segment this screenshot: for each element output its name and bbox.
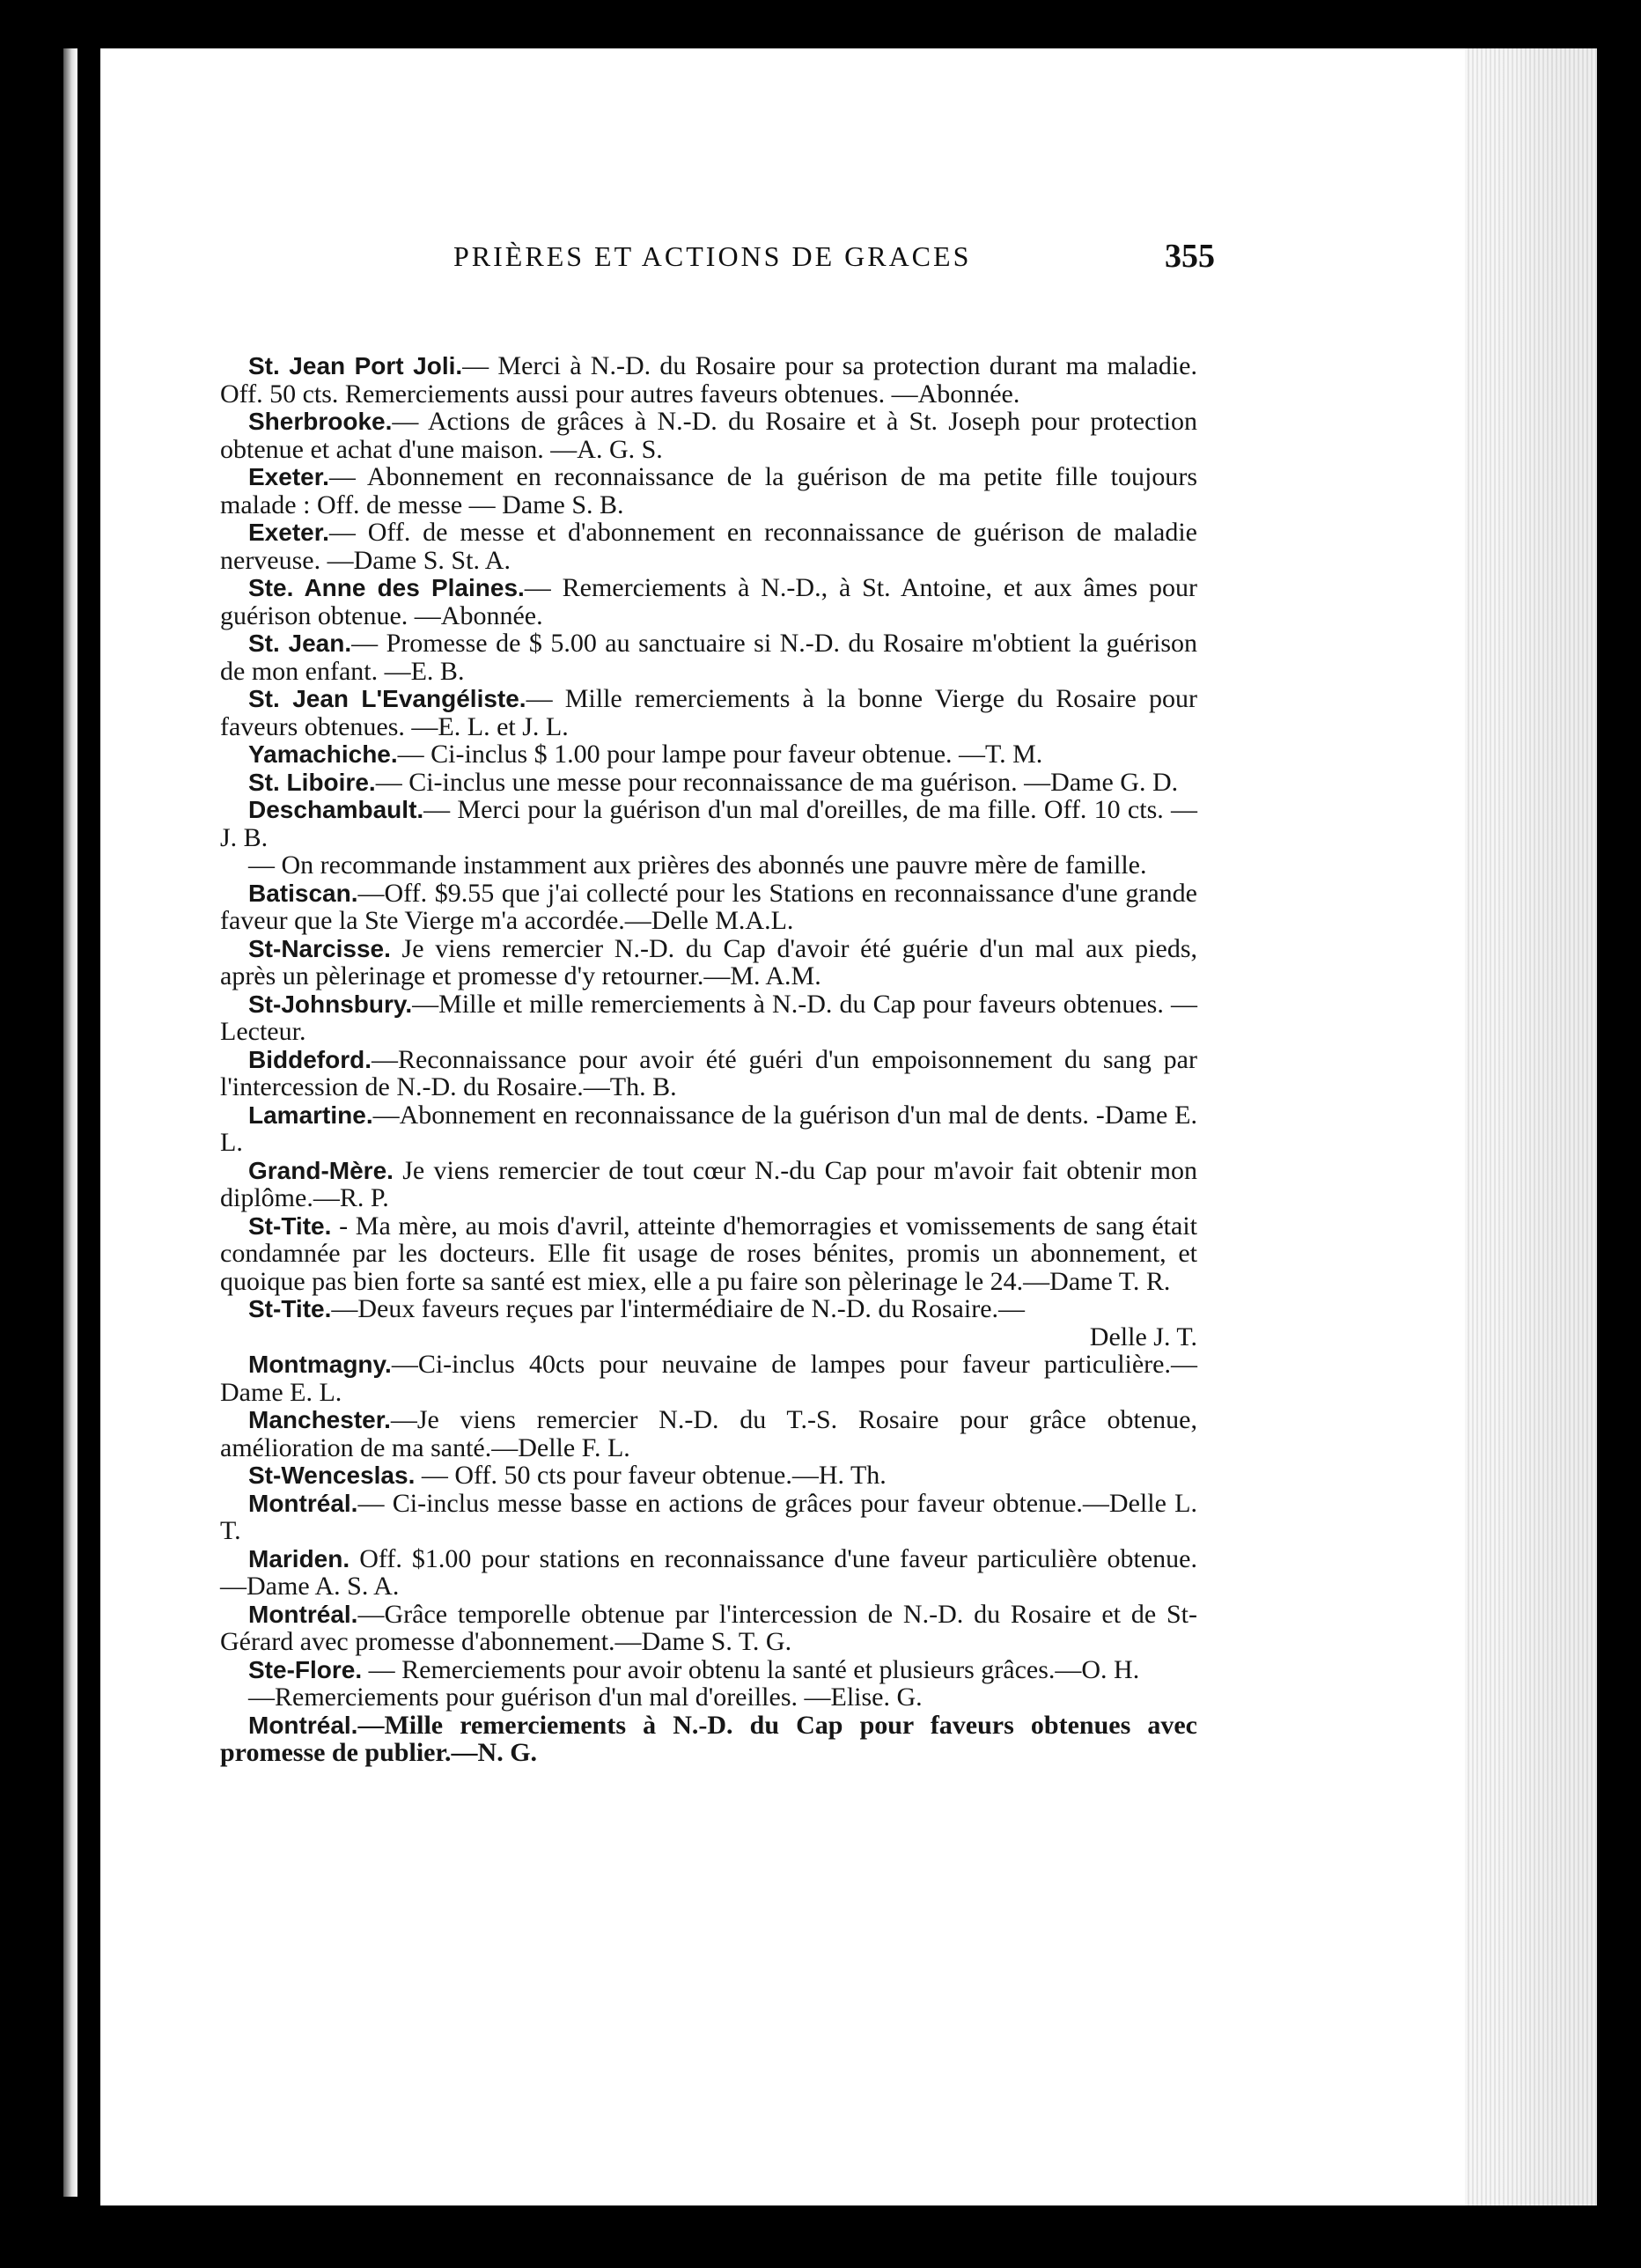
running-title: PRIÈRES ET ACTIONS DE GRACES xyxy=(453,240,972,272)
entry-place: Montmagny. xyxy=(248,1351,392,1378)
entry-text: — Remerciements à N.-D., à St. Antoine, et aux âmes pour guérison obtenue. —Abonnée. xyxy=(220,573,1197,630)
entry xyxy=(220,740,1197,769)
entry-text: Je viens remercier de tout cœur N.-du Cap pour m'avoir fait obtenir mon diplôme.—R. P. xyxy=(220,1155,1197,1212)
entry-text: —Remerciements pour guérison d'un mal d'oreilles. —Elise. G. xyxy=(248,1683,923,1712)
entry-text: — Merci à N.-D. du Rosaire pour sa protection durant ma maladie. Off. 50 cts. Remerciements aussi pour autres faveurs obtenues. —Abonnée. xyxy=(220,351,1197,409)
entry-place: Ste. Anne des Plaines. xyxy=(248,574,525,601)
entry xyxy=(220,1351,1197,1406)
entry xyxy=(220,990,1197,1046)
entry xyxy=(220,1157,1197,1212)
entry xyxy=(220,574,1197,630)
entry-place: St. Jean. xyxy=(248,630,352,657)
entry-text: —Deux faveurs reçues par l'intermédiaire de N.-D. du Rosaire.— xyxy=(331,1294,1026,1323)
entry-text: — Abonnement en reconnaissance de la guérison de ma petite fille toujours malade : Off. de messe — Dame S. B. xyxy=(220,462,1197,519)
entry-text: — Off. de messe et d'abonnement en reconnaissance de guérison de maladie nerveuse. —Dame S. St. A. xyxy=(220,518,1197,575)
entry-text: — Merci pour la guérison d'un mal d'oreilles, de ma fille. Off. 10 cts. —J. B. xyxy=(220,795,1197,852)
entry xyxy=(220,1406,1197,1462)
entry-text: — Ci-inclus une messe pour reconnaissance de ma guérison. —Dame G. D. xyxy=(375,767,1179,797)
page-number: 355 xyxy=(1165,238,1215,275)
entry xyxy=(220,1212,1197,1296)
entry-text: —Ci-inclus 40cts pour neuvaine de lampes pour faveur particulière.—Dame E. L. xyxy=(220,1350,1197,1407)
entry-place: Montréal. xyxy=(248,1711,358,1739)
entry-place: Batiscan. xyxy=(248,879,358,907)
page-header xyxy=(348,225,1215,277)
entry xyxy=(220,796,1197,851)
entry-place: Biddeford. xyxy=(248,1045,372,1073)
entry xyxy=(220,685,1197,740)
entry-text: — Mille remerciements à la bonne Vierge du Rosaire pour faveurs obtenues. —E. L. et J. L. xyxy=(220,684,1197,741)
entry-text: —Reconnaissance pour avoir été guéri d'un empoisonnement du sang par l'intercession de N.-D. du Rosaire.—Th. B. xyxy=(220,1044,1197,1101)
entry-place: St. Liboire. xyxy=(248,768,376,796)
entry-place: St-Tite. xyxy=(248,1295,332,1322)
entry-place: Mariden. xyxy=(248,1544,350,1572)
entry xyxy=(220,769,1197,797)
entry-text: - Ma mère, au mois d'avril, atteinte d'hemorragies et vomissements de sang était condamnée par les docteurs. Elle fit usage de roses bénites, promis un abonnement, et quoique pas bien forte sa santé est miex, elle a pu faire son pèlerinage le 24.—Dame T. R. xyxy=(220,1211,1197,1296)
entry xyxy=(220,880,1197,935)
entry-place: Sherbrooke. xyxy=(248,408,393,435)
entry xyxy=(220,1295,1197,1323)
entry-text: — On recommande instamment aux prières des abonnés une pauvre mère de famille. xyxy=(248,850,1147,880)
entry xyxy=(220,851,1197,880)
entry-place: St-Narcisse. xyxy=(248,934,391,962)
entry-text: —Abonnement en reconnaissance de la guérison d'un mal de dents. -Dame E. L. xyxy=(220,1100,1197,1157)
book-spine-shadow xyxy=(63,48,77,2197)
entry-text: —Off. $9.55 que j'ai collecté pour les Stations en reconnaissance d'une grande faveur que la Ste Vierge m'a accordée.—Delle M.A.L. xyxy=(220,878,1197,935)
page-edges xyxy=(1465,48,1597,2205)
entry xyxy=(220,1101,1197,1157)
entry-text: —Grâce temporelle obtenue par l'intercession de N.-D. du Rosaire et de St-Gérard avec promesse d'abonnement.—Dame S. T. G. xyxy=(220,1599,1197,1656)
entry-text: — Off. 50 cts pour faveur obtenue.—H. Th. xyxy=(415,1461,887,1490)
entry-text: — Remerciements pour avoir obtenu la santé et plusieurs grâces.—O. H. xyxy=(362,1654,1140,1684)
entry-place: Montréal. xyxy=(248,1600,358,1628)
entries-list xyxy=(220,352,1197,1767)
entry-text: — Ci-inclus $ 1.00 pour lampe pour faveur obtenue. —T. M. xyxy=(397,740,1043,769)
entry-place: Grand-Mère. xyxy=(248,1156,394,1184)
entry-signature xyxy=(220,1323,1197,1351)
entry-place: St-Tite. xyxy=(248,1211,332,1240)
entry xyxy=(220,1712,1197,1767)
entry xyxy=(220,463,1197,519)
entry-text: Je viens remercier N.-D. du Cap d'avoir été guérie d'un mal aux pieds, après un pèlerinage et promesse d'y retourner.—M. A.M. xyxy=(220,933,1197,990)
entry xyxy=(220,1683,1197,1712)
entry xyxy=(220,1490,1197,1545)
entry-place: Yamachiche. xyxy=(248,740,398,768)
entry-place: Ste-Flore. xyxy=(248,1655,363,1683)
entry xyxy=(220,1462,1197,1490)
entry xyxy=(220,1046,1197,1101)
entry-place: St. Jean Port Joli. xyxy=(248,352,463,379)
entry-place: St-Johnsbury. xyxy=(248,990,413,1018)
entry-text: Off. $1.00 pour stations en reconnaissance d'une faveur particulière obtenue. —Dame A. S. A. xyxy=(220,1543,1197,1601)
entry-text: — Promesse de $ 5.00 au sanctuaire si N.-D. du Rosaire m'obtient la guérison de mon enfant. —E. B. xyxy=(220,629,1197,686)
entry-place: Montréal. xyxy=(248,1489,358,1517)
entry-text: — Actions de grâces à N.-D. du Rosaire et à St. Joseph pour protection obtenue et achat d'une maison. —A. G. S. xyxy=(220,407,1197,464)
entry xyxy=(220,1601,1197,1656)
entry-place: Manchester. xyxy=(248,1406,391,1433)
entry xyxy=(220,408,1197,463)
entry-place: St-Wenceslas. xyxy=(248,1462,416,1489)
entry xyxy=(220,1656,1197,1684)
entry-text: —Mille et mille remerciements à N.-D. du Cap pour faveurs obtenues. —Lecteur. xyxy=(220,989,1197,1046)
entry xyxy=(220,630,1197,685)
entry xyxy=(220,352,1197,408)
entry xyxy=(220,935,1197,990)
entry-place: Lamartine. xyxy=(248,1101,373,1129)
entry-place: St. Jean L'Evangéliste. xyxy=(248,685,526,712)
entry-text: — Ci-inclus messe basse en actions de grâces pour faveur obtenue.—Delle L. T. xyxy=(220,1488,1197,1545)
entry-text: —Mille remerciements à N.-D. du Cap pour faveurs obtenues avec promesse de publier.—N. G. xyxy=(220,1710,1197,1767)
entry xyxy=(220,519,1197,574)
entry xyxy=(220,1545,1197,1601)
entry-text: —Je viens remercier N.-D. du T.-S. Rosaire pour grâce obtenue, amélioration de ma santé.—Delle F. L. xyxy=(220,1405,1197,1462)
entry-place: Exeter. xyxy=(248,463,329,490)
entry-place: Exeter. xyxy=(248,519,329,546)
entry-text: Delle J. T. xyxy=(1089,1322,1197,1351)
entry-place: Deschambault. xyxy=(248,796,424,823)
